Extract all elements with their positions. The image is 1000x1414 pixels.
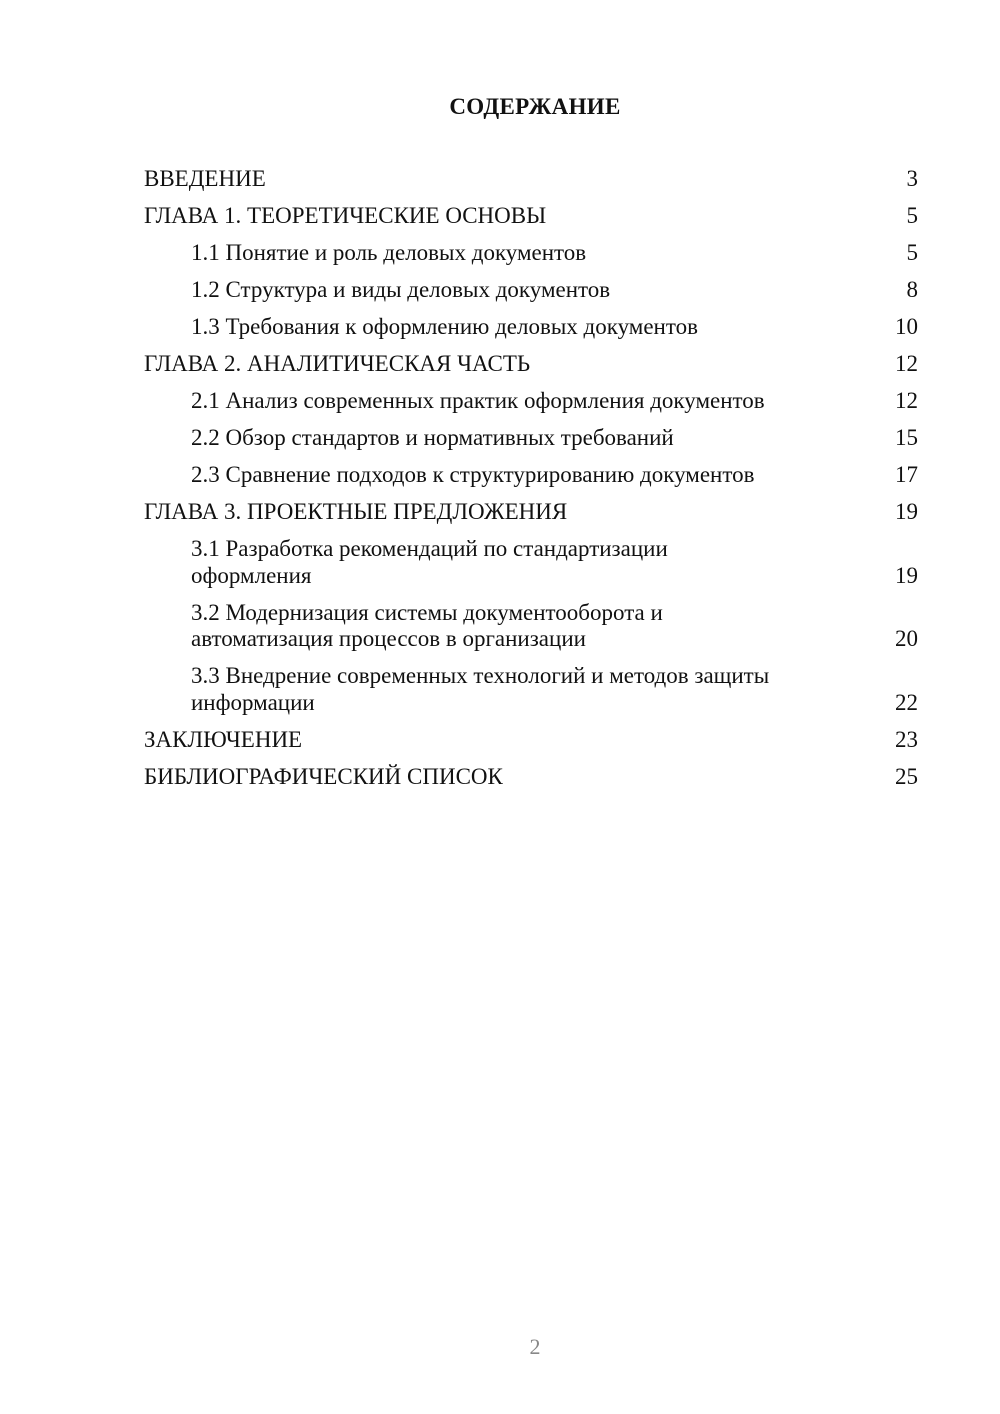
toc-entry-page-number: 17	[895, 462, 918, 487]
toc-entry-label: 1.1 Понятие и роль деловых документов	[191, 240, 587, 265]
toc-entry-page-number: 19	[895, 562, 918, 588]
toc-entry-page-number: 23	[895, 726, 918, 752]
toc-entry-page-number: 25	[895, 763, 918, 789]
toc-entry-page-number: 10	[895, 314, 918, 339]
toc-entry-label: 3.1 Разработка рекомендаций по стандартизации оформления	[191, 536, 668, 588]
toc-entry-label: 3.3 Внедрение современных технологий и методов защиты информации	[191, 663, 770, 715]
toc-entry-page-number: 12	[895, 351, 918, 376]
toc-entry-label: 3.2 Модернизация системы документооборота и автоматизация процессов в организации	[191, 599, 663, 651]
toc-entry-label: ГЛАВА 3. ПРОЕКТНЫЕ ПРЕДЛОЖЕНИЯ	[144, 499, 568, 524]
toc-entry-page-number: 12	[895, 388, 918, 413]
toc-entry-label: ЗАКЛЮЧЕНИЕ	[144, 726, 303, 752]
toc-section-entry[interactable]	[144, 425, 918, 452]
toc-entry-label: 2.1 Анализ современных практик оформления документов	[191, 388, 765, 413]
toc-entry-page-number: 19	[895, 499, 918, 524]
toc-entry-page-number: 5	[906, 203, 918, 228]
toc-entry-label: ГЛАВА 2. АНАЛИТИЧЕСКАЯ ЧАСТЬ	[144, 351, 531, 376]
page-title: СОДЕРЖАНИЕ	[449, 94, 621, 119]
table-of-contents	[144, 166, 918, 801]
toc-section-entry[interactable]	[144, 314, 918, 341]
toc-section-entry[interactable]	[144, 536, 918, 589]
toc-section-entry[interactable]	[144, 462, 918, 489]
toc-section-entry[interactable]	[144, 277, 918, 304]
toc-entry-label: 1.2 Структура и виды деловых документов	[191, 277, 611, 302]
toc-entry-page-number: 5	[906, 240, 918, 265]
toc-entry-page-number: 15	[895, 425, 918, 450]
toc-section-entry[interactable]	[144, 388, 918, 415]
toc-entry-label: 1.3 Требования к оформлению деловых документов	[191, 314, 698, 339]
page-number: 2	[529, 1334, 541, 1359]
toc-entry-page-number: 22	[895, 689, 918, 715]
toc-chapter-entry[interactable]	[144, 166, 918, 193]
toc-entry-label: 2.2 Обзор стандартов и нормативных требований	[191, 425, 674, 450]
toc-entry-label: ВВЕДЕНИЕ	[144, 166, 266, 191]
toc-chapter-entry[interactable]	[144, 203, 918, 230]
toc-chapter-entry[interactable]	[144, 351, 918, 378]
toc-section-entry[interactable]	[144, 663, 918, 716]
toc-entry-label: 2.3 Сравнение подходов к структурированию документов	[191, 462, 755, 487]
toc-section-entry[interactable]	[144, 600, 918, 653]
toc-section-entry[interactable]	[144, 240, 918, 267]
toc-entry-label: ГЛАВА 1. ТЕОРЕТИЧЕСКИЕ ОСНОВЫ	[144, 203, 547, 228]
toc-entry-page-number: 20	[895, 626, 918, 651]
toc-entry-page-number: 8	[906, 277, 918, 302]
toc-entry-page-number: 3	[906, 166, 918, 191]
toc-chapter-entry[interactable]	[144, 727, 918, 754]
toc-chapter-entry[interactable]	[144, 764, 918, 791]
toc-entry-label: БИБЛИОГРАФИЧЕСКИЙ СПИСОК	[144, 763, 503, 789]
toc-chapter-entry[interactable]	[144, 499, 918, 526]
